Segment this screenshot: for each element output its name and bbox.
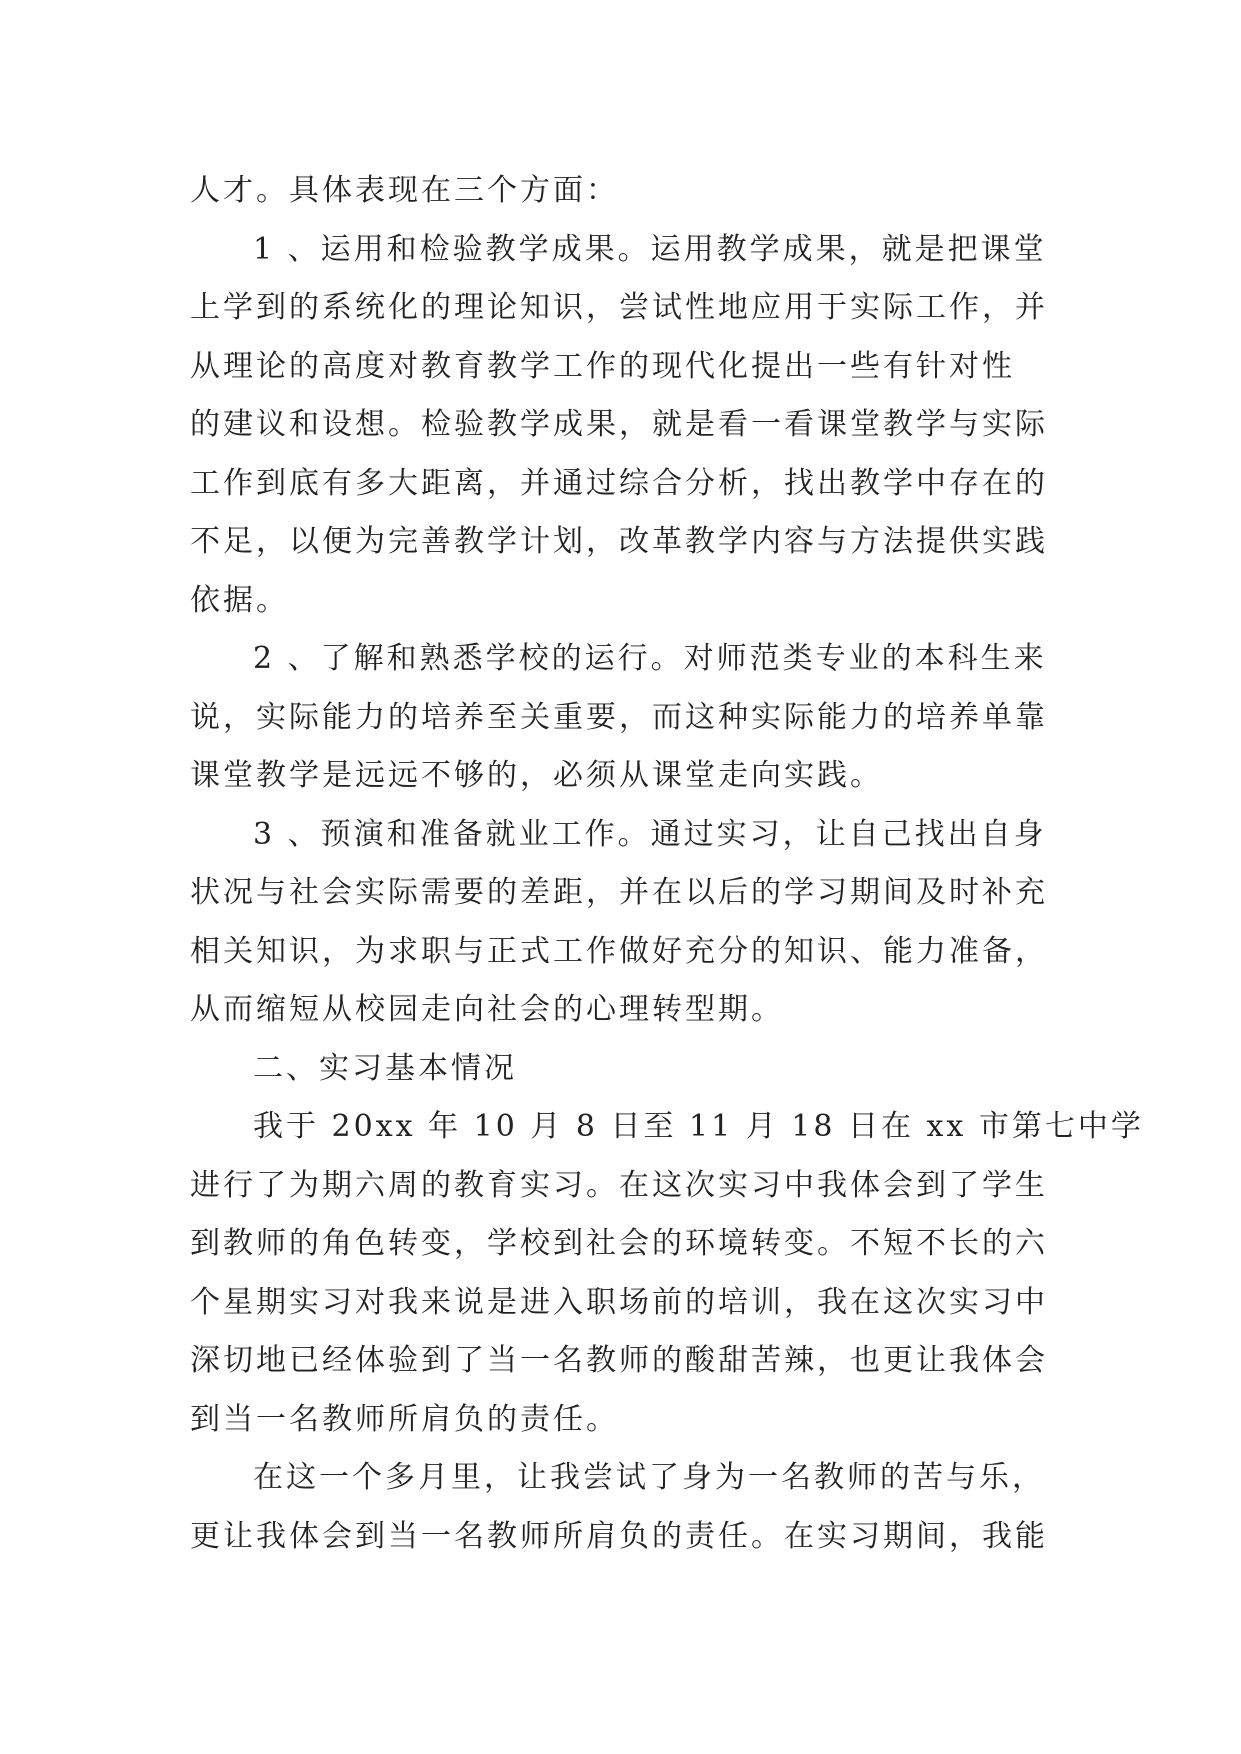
text-line: 说，实际能力的培养至关重要，而这种实际能力的培养单靠	[190, 699, 1048, 735]
text-line: 工作到底有多大距离，并通过综合分析，找出教学中存在的	[190, 465, 1048, 501]
text-line: 1 、运用和检验教学成果。运用教学成果，就是把课堂	[253, 231, 1047, 267]
text-line: 人才。具体表现在三个方面：	[190, 173, 619, 208]
text-line: 的建议和设想。检验教学成果，就是看一看课堂教学与实际	[190, 407, 1048, 442]
text-line: 进行了为期六周的教育实习。在这次实习中我体会到了学生	[190, 1167, 1048, 1203]
text-line: 3 、预演和准备就业工作。通过实习，让自己找出自身	[253, 816, 1047, 852]
text-line: 相关知识，为求职与正式工作做好充分的知识、能力准备，	[190, 933, 1048, 969]
text-line: 不足，以便为完善教学计划，改革教学内容与方法提供实践	[190, 524, 1048, 559]
text-line: 深切地已经体验到了当一名教师的酸甜苦辣，也更让我体会	[190, 1343, 1048, 1378]
text-line: 到教师的角色转变，学校到社会的环境转变。不短不长的六	[190, 1226, 1048, 1261]
text-line: 依据。	[190, 582, 289, 618]
text-line: 我于 20xx 年 10 月 8 日至 11 月 18 日在 xx 市第七中学	[253, 1109, 1144, 1144]
text-line: 2 、了解和熟悉学校的运行。对师范类专业的本科生来	[253, 641, 1047, 676]
text-line: 二、实习基本情况	[253, 1050, 517, 1086]
text-line: 更让我体会到当一名教师所肩负的责任。在实习期间，我能	[190, 1518, 1048, 1554]
document-body	[190, 162, 1144, 1566]
text-line: 到当一名教师所肩负的责任。	[190, 1401, 619, 1437]
text-line: 上学到的系统化的理论知识，尝试性地应用于实际工作，并	[190, 290, 1048, 325]
text-line: 从而缩短从校园走向社会的心理转型期。	[190, 992, 784, 1027]
text-line: 状况与社会实际需要的差距，并在以后的学习期间及时补充	[190, 875, 1048, 910]
text-line: 课堂教学是远远不够的，必须从课堂走向实践。	[190, 758, 883, 793]
text-line: 个星期实习对我来说是进入职场前的培训，我在这次实习中	[190, 1284, 1048, 1320]
text-line: 在这一个多月里，让我尝试了身为一名教师的苦与乐，	[253, 1460, 1045, 1495]
text-line: 从理论的高度对教育教学工作的现代化提出一些有针对性	[190, 348, 1015, 384]
